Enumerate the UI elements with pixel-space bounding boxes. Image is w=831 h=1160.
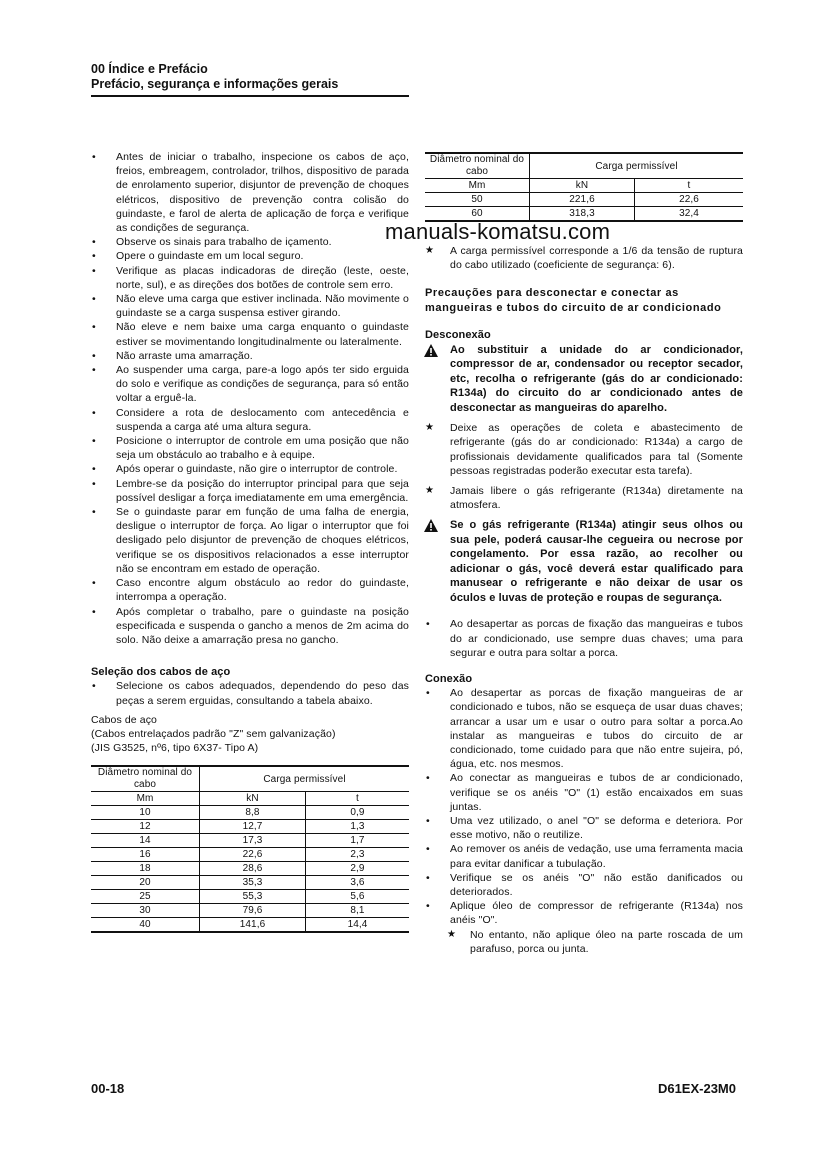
list-item: • Ao desapertar as porcas de fixação mangueiras de ar condicionado e tubos, não se esqueça de usar duas chaves; arrancar a usar um e usar o outro para soltar a porca.Ao instalar as mangueiras e tubos do circuito de ar condicionado, tome cuidado para que não entre sujeira, pó, água, etc. nos mesmos. xyxy=(426,687,743,771)
star-icon: ★ xyxy=(425,245,435,256)
bullet-icon: • xyxy=(92,435,96,448)
left-column xyxy=(91,150,409,933)
watermark-text: manuals-komatsu.com xyxy=(385,219,611,244)
list-item: • Após operar o guindaste, não gire o interruptor de controle. xyxy=(92,463,398,476)
cable-load-table-continued: Diâmetro nominal do cabo Carga permissível Mm kN t 50 221,6 22,6 60 318,3 32,4 xyxy=(425,152,743,222)
section-title: Prefácio, segurança e informações gerais xyxy=(91,77,339,91)
list-item: • Não eleve uma carga que estiver inclinada. Não movimente o guindaste se a carga suspensa estiver girando. xyxy=(92,293,409,320)
bullet-icon: • xyxy=(92,680,96,693)
bullet-icon: • xyxy=(426,687,430,700)
header-diameter: Diâmetro nominal do cabo xyxy=(425,153,530,179)
bullet-icon: • xyxy=(92,477,96,490)
bullet-icon: • xyxy=(92,364,96,377)
warning-triangle-icon xyxy=(424,519,436,537)
list-item: • Não arraste uma amarração. xyxy=(92,349,253,362)
star-icon: ★ xyxy=(447,928,457,940)
header-load: Carga permissível xyxy=(200,766,410,792)
bullet-icon: • xyxy=(92,293,96,306)
list-item: • Após completar o trabalho, pare o guindaste na posição especificada e suspenda o gancho a menos de 2m acima do solo. Não deixe a amarração presa no gancho. xyxy=(92,605,409,646)
table-row: 30 79,6 8,1 xyxy=(91,904,409,918)
list-item: • Observe os sinais para trabalho de içamento. xyxy=(92,236,332,249)
list-item: • Aplique óleo de compressor de refrigerante (R134a) nos anéis "O". xyxy=(426,900,743,927)
bullet-icon: • xyxy=(426,814,430,827)
note-item: ★ A carga permissível corresponde a 1/6 da tensão de ruptura do cabo utilizado (coeficiente de segurança: 6). xyxy=(425,245,743,272)
table-row: 20 35,3 3,6 xyxy=(91,876,409,890)
note-item: ★ Jamais libere o gás refrigerante (R134a) diretamente na atmosfera. xyxy=(425,484,743,512)
list-item: • Uma vez utilizado, o anel "O" se deforma e deteriora. Por esse motivo, não o reutilize. xyxy=(426,814,743,842)
page-header xyxy=(91,62,409,92)
table-note-list xyxy=(425,244,743,272)
list-item: • Não eleve e nem baixe uma carga enquanto o guindaste estiver se movimentando longitudinalmente ou lateralmente. xyxy=(92,321,409,348)
table-row: 16 22,6 2,3 xyxy=(91,848,409,862)
star-icon: ★ xyxy=(425,484,435,496)
list-item: • Considere a rota de deslocamento com antecedência e suspenda a carga até uma altura segura. xyxy=(92,406,409,433)
table-row: 25 55,3 5,6 xyxy=(91,890,409,904)
right-column xyxy=(425,150,743,956)
bullet-icon: • xyxy=(92,321,96,334)
disconnect-heading: Desconexão xyxy=(425,329,491,342)
list-item: • Selecione os cabos adequados, dependendo do peso das peças a serem erguidas, consultando a tabela abaixo. xyxy=(92,680,409,707)
note-item: ★ Deixe as operações de coleta e abastecimento de refrigerante (gás do ar condicionado: R134a) a cargo de profissionais devidamente qualificados para tal (Somente pessoas registradas poderão executar esta tarefa). xyxy=(425,422,743,477)
header-diameter: Diâmetro nominal do cabo xyxy=(91,766,200,792)
bullet-icon: • xyxy=(92,250,96,263)
bullet-icon: • xyxy=(92,151,96,163)
table-row: 10 8,8 0,9 xyxy=(91,806,409,820)
model-code: D61EX-23M0 xyxy=(657,1081,736,1096)
bullet-icon: • xyxy=(426,843,430,856)
table-row: 18 28,6 2,9 xyxy=(91,862,409,876)
list-item: • Verifique se os anéis "O" não estão danificados ou deteriorados. xyxy=(426,871,743,898)
bullet-icon: • xyxy=(426,772,430,785)
connect-list xyxy=(425,686,743,956)
cable-load-table: Diâmetro nominal do cabo Carga permissível Mm kN t 10 8,8 0,9 12 12,7 1,3 14 17,3 1,7 16 22,6 2,3 18 28,6 2,9 20 35,3 3,6 25 55,3 5,6 30 79,6 8,1 40 141,6 14,4 xyxy=(91,765,409,933)
cable-selection-list xyxy=(91,679,409,707)
list-item: • Opere o guindaste em um local seguro. xyxy=(92,250,304,263)
list-item: • Ao desapertar as porcas de fixação das mangueiras e tubos do ar condicionado, use sempre duas chaves; uma para segurar e outra para soltar a porca. xyxy=(426,618,743,659)
warning-triangle-icon xyxy=(424,344,436,362)
chapter-title: 00 Índice e Prefácio xyxy=(91,62,208,76)
warning-item: Ao substituir a unidade do ar condicionador, compressor de ar, condensador ou receptor secador, etc, recolha o refrigerante (gás do ar condicionado: R134a) do circuito do ar condicionado antes de desconectar as mangueiras do aparelho. xyxy=(425,343,743,416)
list-item: • Antes de iniciar o trabalho, inspecione os cabos de aço, freios, embreagem, controlador, trilhos, dispositivo de parada de enrolamento superior, disjuntor de prevenção de choques elétricos, dispositivo de prevenção contra colisão do guindaste, e farol de alerta de aplicação de força e verifique as condições de segurança. xyxy=(92,151,409,235)
list-item: • Caso encontre algum obstáculo ao redor do guindaste, interrompa a operação. xyxy=(92,577,409,604)
table-row: 60 318,3 32,4 xyxy=(425,207,743,222)
bullet-icon: • xyxy=(92,577,96,590)
header-divider xyxy=(91,95,409,97)
sub-note-item: ★ No entanto, não aplique óleo na parte roscada de um parafuso, porca ou junta. xyxy=(447,928,743,955)
bullet-icon: • xyxy=(92,349,96,362)
bullet-icon: • xyxy=(92,264,96,277)
bullet-icon: • xyxy=(426,871,430,884)
list-item: • Se o guindaste parar em função de uma falha de energia, desligue o interruptor de força. Ao ligar o interruptor que foi desligado pelo disjuntor de prevenção de choques elétricos, verifique se os dispositivos relacionados a esse interruptor não se encontram em estado de operação. xyxy=(92,506,409,575)
table-row: 12 12,7 1,3 xyxy=(91,820,409,834)
list-item: • Ao remover os anéis de vedação, use uma ferramenta macia para evitar danificar a tubulação. xyxy=(426,843,743,870)
header-load: Carga permissível xyxy=(530,153,744,179)
table-row: 14 17,3 1,7 xyxy=(91,834,409,848)
list-item: • Ao suspender uma carga, pare-a logo após ter sido erguida do solo e verifique as condições de segurança, para só então voltar a erguê-la. xyxy=(92,364,409,405)
bullet-icon: • xyxy=(92,236,96,249)
page-number: 00-18 xyxy=(91,1081,125,1096)
connect-heading: Conexão xyxy=(425,672,473,685)
bullet-icon: • xyxy=(426,900,430,913)
table-row: 50 221,6 22,6 xyxy=(425,193,743,207)
cable-selection-heading: Seleção dos cabos de aço xyxy=(91,666,231,679)
cable-caption: Cabos de aço (Cabos entrelaçados padrão "Z" sem galvanização) (JIS G3525, nº6, tipo 6X37- Tipo A) xyxy=(91,713,336,755)
crane-safety-list xyxy=(91,150,409,647)
table-row: 40 141,6 14,4 xyxy=(91,918,409,933)
bullet-icon: • xyxy=(92,406,96,419)
star-icon: ★ xyxy=(425,422,435,434)
ac-section-heading: Precauções para desconectar e conectar as mangueiras e tubos do circuito de ar condicionado xyxy=(425,287,722,315)
bullet-icon: • xyxy=(426,618,430,631)
list-item: • Lembre-se da posição do interruptor principal para que seja possível desligar a força imediatamente em uma emergência. xyxy=(92,477,409,504)
bullet-icon: • xyxy=(92,506,96,519)
list-item: • Ao conectar as mangueiras e tubos de ar condicionado, verifique se os anéis "O" (1) estão encaixados em suas juntas. xyxy=(426,772,743,813)
bullet-icon: • xyxy=(92,463,96,476)
disconnect-list xyxy=(425,343,743,660)
warning-item: Se o gás refrigerante (R134a) atingir seus olhos ou sua pele, poderá causar-lhe cegueira ou necrose por congelamento. Por essa razão, ao recolher ou adicionar o gás, você deverá estar qualificado para manusear o refrigerante e não deixar de usar os óculos e luvas de proteção e roupas de segurança. xyxy=(425,518,743,605)
list-item: • Verifique as placas indicadoras de direção (leste, oeste, norte, sul), e as direções dos botões de controle sem erro. xyxy=(92,264,409,291)
list-item: • Posicione o interruptor de controle em uma posição que não seja um obstáculo ao trabalho e à equipe. xyxy=(92,435,409,462)
bullet-icon: • xyxy=(92,605,96,618)
